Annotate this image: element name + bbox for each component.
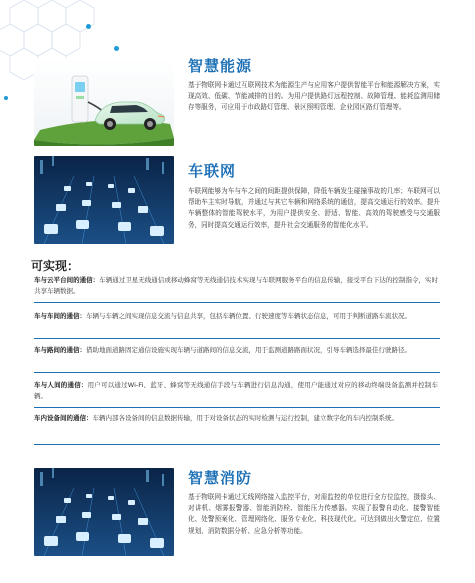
realize-heading: 可实现： xyxy=(31,259,80,273)
realize-item-label: 车与人间的通信： xyxy=(34,381,88,389)
realize-item-label: 车与云平台间的通信： xyxy=(34,276,100,284)
realize-item-label: 车内设备间的通信： xyxy=(34,414,93,422)
realize-item-text: 借助地面道路固定通信设施实现车辆与道路间的信息交流，用于监测道路路面状况，引导车辆选择最佳行驶路径。 xyxy=(86,346,411,354)
section-body: 基于物联网卡通过无线网络接入监控平台，对需监控的单位进行全方位监控，摄像头、对讲机、烟雾报警器、智能消防栓、智能压力传感器。实现了报警自动化、接警智能化、处警预案化、管理网络化、服务专业化、科技现代化。可达到做出火警定位、位置规划、消防数据分析、应急分析等功能。 xyxy=(188,493,440,535)
divider xyxy=(34,444,440,445)
realize-item xyxy=(34,413,438,424)
realize-item xyxy=(34,275,438,296)
accent-dot xyxy=(4,96,8,100)
ev-charging-image xyxy=(34,58,174,146)
traffic-highway-image xyxy=(34,156,174,244)
traffic-highway-image xyxy=(34,468,174,556)
divider xyxy=(34,338,440,339)
section-body: 车联网能够为车与车之间的间距提供保障，降低车辆发生碰撞事故的几率；车联网可以帮助车主实时导航，并通过与其它车辆和网络系统的通信，提高交通运行的效率。提升车辆整体的智能驾驶水平，为用户提供安全、舒适、智能、高效的驾驶感受与交通服务，同时提高交通运行效率，提升社会交通服务的智能化水平。 xyxy=(188,187,440,229)
section-title: 智慧消防 xyxy=(188,469,253,487)
divider xyxy=(34,372,440,373)
realize-item-text: 车辆与车辆之间实现信息交流与信息共享，包括车辆位置、行驶速度等车辆状态信息，可用于判断道路车流状况。 xyxy=(86,312,411,320)
divider xyxy=(34,302,440,303)
realize-item-text: 车辆通过卫星无线通信或移动蜂窝等无线通信技术实现与车联网服务平台的信息传输，接受平台下达的控制指令，实时共享车辆数据。 xyxy=(34,276,439,295)
section-body: 基于物联网卡通过互联网技术为能源生产与应用客户提供智能平台和能源解决方案，实现高效、低碳、节能减排的目的。为用户提供路灯远程控制、故障管理、能耗监测用储存等服务，可应用于市政路灯管理、景区照明管理、企业园区路灯管理等。 xyxy=(188,81,440,112)
accent-dot xyxy=(114,46,119,51)
section-title: 车联网 xyxy=(188,162,237,180)
accent-dot xyxy=(86,24,91,29)
realize-item-label: 车与车间的通信： xyxy=(34,312,86,320)
section-title: 智慧能源 xyxy=(188,57,253,75)
realize-item xyxy=(34,380,438,401)
realize-item xyxy=(34,345,438,356)
divider xyxy=(34,407,440,408)
realize-item-text: 车辆内部各设备间的信息数据传输，用于对设备状态的实时检测与运行控制，建立数字化的车内控制系统。 xyxy=(92,414,398,422)
realize-item xyxy=(34,311,438,322)
realize-item-label: 车与路间的通信： xyxy=(34,346,86,354)
realize-item-text: 用户可以通过Wi-Fi、蓝牙、蜂窝等无线通信手段与车辆进行信息沟通，使用户能通过对应的移动终端设备监测并控制车辆。 xyxy=(34,381,439,400)
